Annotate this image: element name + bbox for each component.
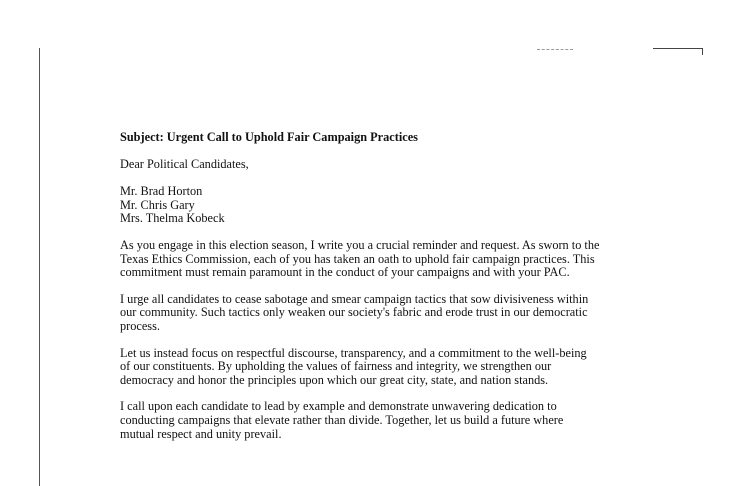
paragraph-line: democracy and honor the principles upon which our great city, state, and nation stands.	[120, 372, 549, 387]
letter-subject: Subject: Urgent Call to Uphold Fair Campaign Practices	[120, 130, 418, 144]
scan-left-edge-line	[39, 48, 40, 486]
letter-paragraph-call	[120, 400, 640, 441]
paragraph-line: process.	[120, 318, 160, 333]
paragraph-line: I call upon each candidate to lead by example and demonstrate unwavering dedication to	[120, 399, 557, 414]
paragraph-line: our community. Such tactics only weaken our society's fabric and erode trust in our democratic	[120, 305, 588, 320]
recipient-name: Mr. Brad Horton	[120, 184, 203, 199]
scan-top-right-line	[653, 48, 703, 49]
recipient-name: Mrs. Thelma Kobeck	[120, 211, 225, 226]
paragraph-line: mutual respect and unity prevail.	[120, 426, 282, 441]
letter-paragraph-reminder	[120, 239, 640, 280]
recipient-list	[120, 185, 640, 226]
paragraph-line: As you engage in this election season, I write you a crucial reminder and request. As sworn to the	[120, 237, 600, 252]
letter-greeting: Dear Political Candidates,	[120, 156, 249, 171]
letter-paragraph-urge	[120, 293, 640, 334]
paragraph-line: Let us instead focus on respectful discourse, transparency, and a commitment to the well-being	[120, 345, 587, 360]
letter-body	[120, 131, 640, 454]
paragraph-line: of our constituents. By upholding the values of fairness and integrity, we strengthen our	[120, 359, 552, 374]
scan-top-right-tick	[702, 48, 703, 55]
scan-top-dashes	[537, 49, 573, 50]
paragraph-line: conducting campaigns that elevate rather than divide. Together, let us build a future where	[120, 412, 564, 427]
recipient-name: Mr. Chris Gary	[120, 197, 195, 212]
paragraph-line: I urge all candidates to cease sabotage and smear campaign tactics that sow divisiveness within	[120, 291, 589, 306]
paragraph-line: commitment must remain paramount in the conduct of your campaigns and with your PAC.	[120, 265, 570, 280]
paragraph-line: Texas Ethics Commission, each of you has taken an oath to uphold fair campaign practices. This	[120, 251, 595, 266]
letter-paragraph-focus	[120, 347, 640, 388]
